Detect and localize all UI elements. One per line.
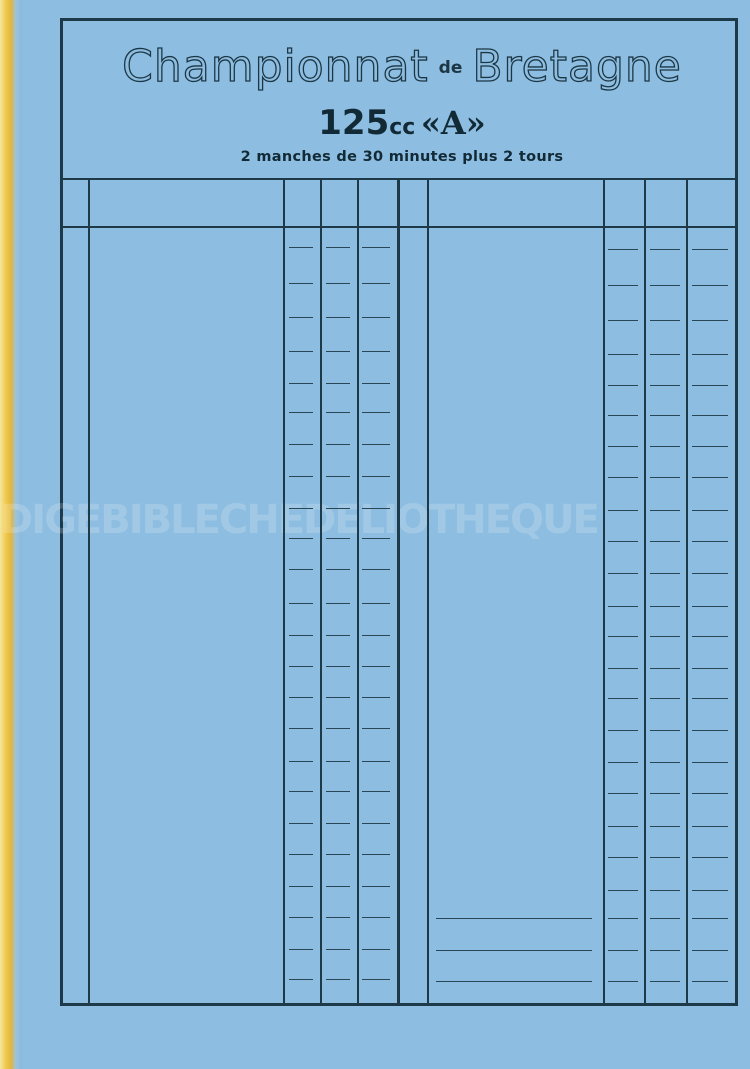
right-result-blank	[692, 890, 728, 891]
left-result-blank	[326, 697, 350, 698]
right-result-blank	[608, 826, 638, 827]
left-result-blank	[326, 979, 350, 980]
left-result-blank	[362, 283, 390, 284]
left-result-blank	[326, 949, 350, 950]
left-result-blank	[326, 317, 350, 318]
right-result-blank	[692, 762, 728, 763]
right-result-blank	[650, 918, 680, 919]
right-result-blank	[650, 826, 680, 827]
left-result-blank	[289, 351, 313, 352]
left-result-blank	[289, 283, 313, 284]
right-result-blank	[608, 793, 638, 794]
left-result-blank	[362, 569, 390, 570]
left-result-blank	[326, 886, 350, 887]
right-result-blank	[692, 415, 728, 416]
left-result-blank	[362, 351, 390, 352]
right-result-blank	[650, 636, 680, 637]
right-result-blank	[692, 950, 728, 951]
right-result-blank	[650, 510, 680, 511]
right-result-blank	[692, 510, 728, 511]
left-result-blank	[289, 823, 313, 824]
right-result-blank	[608, 636, 638, 637]
right-result-blank	[650, 730, 680, 731]
left-result-blank	[362, 412, 390, 413]
right-result-blank	[650, 857, 680, 858]
left-result-blank	[362, 761, 390, 762]
left-result-blank	[326, 854, 350, 855]
class-number: 125	[318, 103, 390, 143]
left-result-blank	[289, 854, 313, 855]
left-result-blank	[362, 949, 390, 950]
right-result-blank	[692, 477, 728, 478]
left-result-blank	[362, 823, 390, 824]
right-result-blank	[650, 354, 680, 355]
right-result-blank	[650, 981, 680, 982]
right-result-blank	[692, 354, 728, 355]
right-result-blank	[692, 320, 728, 321]
left-result-blank	[362, 854, 390, 855]
left-result-blank	[362, 317, 390, 318]
left-result-blank	[362, 979, 390, 980]
left-result-blank	[362, 383, 390, 384]
page-edge	[0, 0, 22, 1069]
left-result-blank	[289, 508, 313, 509]
title-de: de	[438, 58, 463, 78]
column-divider	[283, 178, 285, 1004]
left-result-blank	[326, 666, 350, 667]
right-result-blank	[692, 285, 728, 286]
right-result-blank	[650, 285, 680, 286]
left-result-blank	[362, 728, 390, 729]
left-result-blank	[289, 917, 313, 918]
right-result-blank	[650, 541, 680, 542]
left-result-blank	[326, 917, 350, 918]
left-result-blank	[326, 569, 350, 570]
right-result-blank	[608, 573, 638, 574]
left-result-blank	[289, 444, 313, 445]
column-divider	[357, 178, 359, 1004]
right-result-blank	[650, 320, 680, 321]
right-result-blank	[692, 385, 728, 386]
race-format: 2 manches de 30 minutes plus 2 tours	[240, 149, 564, 165]
left-result-blank	[362, 603, 390, 604]
right-result-blank	[650, 477, 680, 478]
left-result-blank	[326, 538, 350, 539]
right-result-blank	[650, 573, 680, 574]
left-result-blank	[362, 247, 390, 248]
right-result-blank	[608, 354, 638, 355]
column-divider	[320, 178, 322, 1004]
right-result-blank	[692, 249, 728, 250]
title-bretagne: Bretagne	[472, 41, 682, 92]
left-result-blank	[289, 412, 313, 413]
right-result-blank	[608, 918, 638, 919]
left-result-blank	[326, 476, 350, 477]
left-result-blank	[326, 508, 350, 509]
left-result-blank	[326, 247, 350, 248]
left-result-blank	[289, 635, 313, 636]
right-result-blank	[692, 446, 728, 447]
right-result-blank	[650, 698, 680, 699]
left-result-blank	[362, 538, 390, 539]
left-result-blank	[326, 728, 350, 729]
left-result-blank	[326, 823, 350, 824]
right-result-blank	[650, 950, 680, 951]
right-result-blank	[608, 249, 638, 250]
left-result-blank	[326, 283, 350, 284]
left-result-blank	[289, 603, 313, 604]
right-result-blank	[692, 918, 728, 919]
right-result-blank	[608, 541, 638, 542]
class-letter: «A»	[420, 104, 486, 142]
column-divider	[88, 178, 90, 1004]
right-result-blank	[650, 249, 680, 250]
class-heading	[63, 103, 741, 143]
right-rider-name-blank	[436, 918, 592, 919]
left-result-blank	[289, 538, 313, 539]
left-result-blank	[362, 791, 390, 792]
right-result-blank	[608, 385, 638, 386]
right-result-blank	[650, 415, 680, 416]
right-result-blank	[692, 857, 728, 858]
right-result-blank	[608, 857, 638, 858]
right-result-blank	[608, 285, 638, 286]
right-result-blank	[650, 793, 680, 794]
right-result-blank	[692, 573, 728, 574]
right-result-blank	[608, 477, 638, 478]
class-cc: cc	[389, 115, 416, 140]
right-result-blank	[692, 668, 728, 669]
left-result-blank	[362, 886, 390, 887]
right-result-blank	[608, 606, 638, 607]
right-result-blank	[608, 730, 638, 731]
left-result-blank	[289, 949, 313, 950]
column-divider	[427, 178, 429, 1004]
left-result-blank	[289, 476, 313, 477]
left-result-blank	[326, 412, 350, 413]
right-result-blank	[692, 698, 728, 699]
right-result-blank	[608, 890, 638, 891]
left-result-blank	[362, 508, 390, 509]
left-result-blank	[326, 383, 350, 384]
right-result-blank	[608, 981, 638, 982]
left-result-blank	[289, 697, 313, 698]
left-result-blank	[362, 635, 390, 636]
left-result-blank	[326, 603, 350, 604]
left-result-blank	[326, 444, 350, 445]
right-result-blank	[650, 385, 680, 386]
right-result-blank	[650, 890, 680, 891]
left-result-blank	[362, 476, 390, 477]
right-result-blank	[608, 446, 638, 447]
left-result-blank	[289, 666, 313, 667]
left-result-blank	[289, 979, 313, 980]
left-result-blank	[326, 351, 350, 352]
left-result-blank	[289, 886, 313, 887]
left-result-blank	[362, 697, 390, 698]
right-result-blank	[692, 541, 728, 542]
right-result-blank	[608, 415, 638, 416]
right-result-blank	[650, 668, 680, 669]
left-result-blank	[326, 635, 350, 636]
page-title	[63, 41, 741, 92]
right-result-blank	[608, 668, 638, 669]
left-result-blank	[362, 917, 390, 918]
left-result-blank	[289, 383, 313, 384]
right-result-blank	[692, 636, 728, 637]
right-result-blank	[608, 510, 638, 511]
left-result-blank	[289, 791, 313, 792]
right-result-blank	[650, 446, 680, 447]
right-result-blank	[608, 762, 638, 763]
left-result-blank	[289, 569, 313, 570]
right-result-blank	[608, 698, 638, 699]
right-rider-name-blank	[436, 981, 592, 982]
column-divider	[397, 178, 400, 1004]
right-result-blank	[650, 606, 680, 607]
left-result-blank	[362, 666, 390, 667]
left-result-blank	[289, 728, 313, 729]
right-rider-name-blank	[436, 950, 592, 951]
right-result-blank	[608, 320, 638, 321]
left-result-blank	[289, 247, 313, 248]
right-result-blank	[692, 606, 728, 607]
column-divider	[603, 178, 605, 1004]
title-championnat: Championnat	[122, 41, 429, 92]
right-result-blank	[692, 730, 728, 731]
column-divider	[686, 178, 688, 1004]
left-result-blank	[326, 761, 350, 762]
right-result-blank	[692, 981, 728, 982]
left-result-blank	[362, 444, 390, 445]
left-result-blank	[289, 761, 313, 762]
right-result-blank	[692, 793, 728, 794]
right-result-blank	[608, 950, 638, 951]
right-result-blank	[650, 762, 680, 763]
left-result-blank	[326, 791, 350, 792]
left-result-blank	[289, 317, 313, 318]
column-divider	[644, 178, 646, 1004]
right-result-blank	[692, 826, 728, 827]
